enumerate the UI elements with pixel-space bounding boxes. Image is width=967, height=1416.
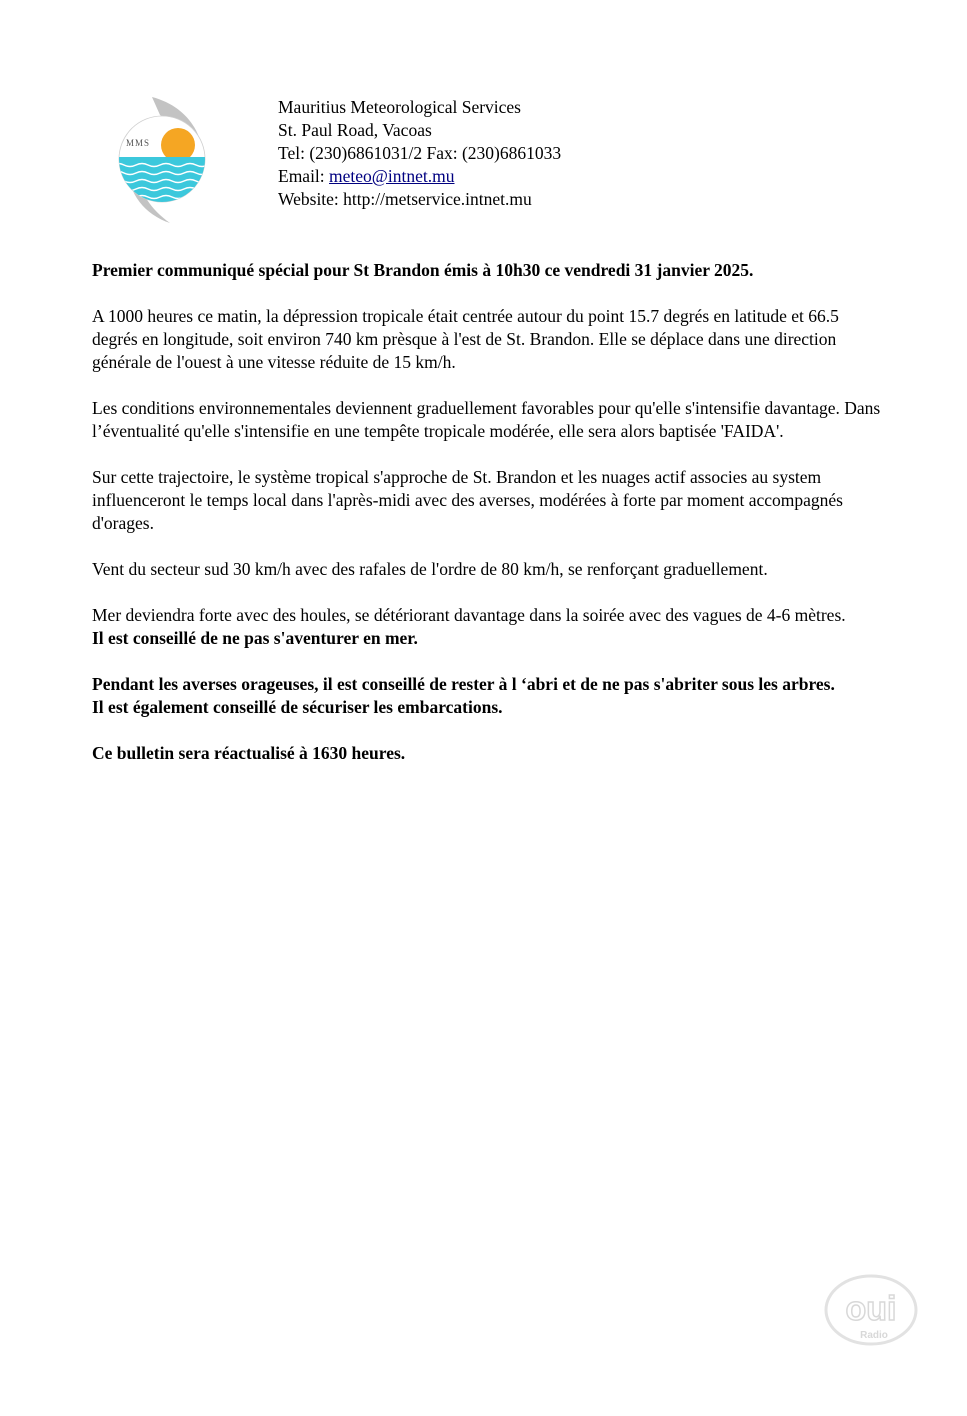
bulletin-boats-advice: Il est également conseillé de sécuriser les embarcations.: [92, 697, 503, 717]
watermark-text-sub: Radio: [860, 1330, 888, 1341]
org-phone: Tel: (230)6861031/2 Fax: (230)6861033: [278, 143, 562, 163]
watermark-text-main: oui: [845, 1290, 897, 1328]
org-email: [278, 165, 561, 188]
bulletin-advice-block: [92, 673, 882, 719]
bulletin-conditions: Les conditions environnementales deviennent graduellement favorables pour qu'elle s'intensifie davantage. Dans l’éventualité qu'elle s'intensifie en une tempête tropicale modérée, elle sera alors baptisée 'FAIDA'.: [92, 398, 881, 441]
bulletin-position: A 1000 heures ce matin, la dépression tropicale était centrée autour du point 15.7 degrés en latitude et 66.5 degrés en longitude, soit environ 740 km prèsque à l'est de St. Brandon. Elle se déplace dans une direction générale de l'ouest à une vitesse réduite de 15 km/h.: [92, 306, 839, 372]
logo-text: MMS: [126, 138, 151, 148]
mms-logo: [112, 93, 212, 225]
oui-radio-watermark-icon: [822, 1272, 920, 1350]
bulletin-title: Premier communiqué spécial pour St Brandon émis à 10h30 ce vendredi 31 janvier 2025.: [92, 260, 754, 280]
bulletin-wind: Vent du secteur sud 30 km/h avec des rafales de l'ordre de 80 km/h, se renforçant graduellement.: [92, 559, 768, 579]
bulletin-storm-advice: Pendant les averses orageuses, il est conseillé de rester à l ‘abri et de ne pas s'abriter sous les arbres.: [92, 674, 835, 694]
bulletin-sea-block: [92, 604, 882, 650]
bulletin-next-update: Ce bulletin sera réactualisé à 1630 heures.: [92, 743, 406, 763]
org-name: Mauritius Meteorological Services: [278, 97, 521, 117]
logo-sun-icon: [161, 128, 195, 162]
email-link[interactable]: meteo@intnet.mu: [329, 166, 455, 186]
letterhead: [278, 96, 561, 211]
org-website: Website: http://metservice.intnet.mu: [278, 189, 532, 209]
org-address: St. Paul Road, Vacoas: [278, 120, 432, 140]
bulletin-trajectory: Sur cette trajectoire, le système tropical s'approche de St. Brandon et les nuages actif associes au system influenceront le temps local dans l'après-midi avec des averses, modérées à forte par moment accompagnés d'orages.: [92, 467, 843, 533]
bulletin-sea: Mer deviendra forte avec des houles, se détériorant davantage dans la soirée avec des vagues de 4-6 mètres.: [92, 605, 846, 625]
email-label: Email:: [278, 166, 330, 186]
bulletin-sea-advice: Il est conseillé de ne pas s'aventurer en mer.: [92, 628, 418, 648]
bulletin-body: [92, 259, 882, 788]
